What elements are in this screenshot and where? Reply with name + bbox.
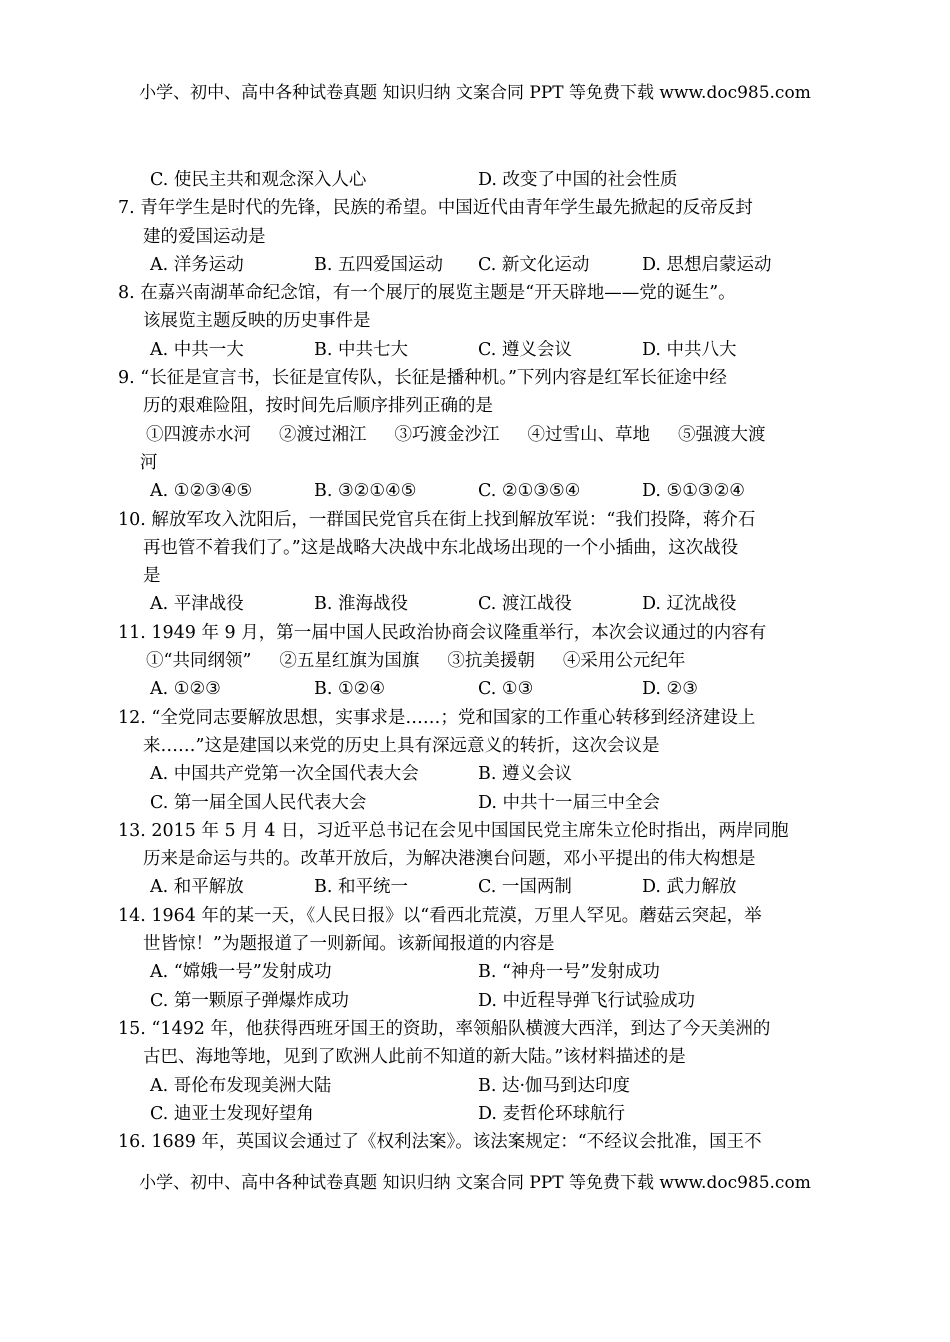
q9-stem-line-1: 9. “长征是宣言书，长征是宣传队，长征是播种机。”下列内容是红军长征途中经 [118,368,727,389]
q9-option-c: C. ②①③⑤④ [478,481,581,502]
q7-options [118,251,838,279]
q13-option-c: C. 一国两制 [478,877,572,898]
q15-stem-line-2: 古巴、海地等地，见到了欧洲人此前不知道的新大陆。”该材料描述的是 [143,1047,686,1068]
q6-option-c: C. 使民主共和观念深入人心 [150,170,367,190]
q11-option-b: B. ①②④ [314,679,386,700]
q10-option-b: B. 淮海战役 [314,594,408,615]
q11-option-c: C. ①③ [478,679,534,700]
q8-stem-line-1: 8. 在嘉兴南湖革命纪念馆，有一个展厅的展览主题是“开天辟地——党的诞生”。 [118,283,736,304]
q10-options [118,590,838,618]
q11-statement-1: ①“共同纲领” [146,651,252,672]
q15-options-row-1 [118,1072,838,1100]
q9-statement-1: ①四渡赤水河 [146,424,251,445]
q14-stem-line-1: 14. 1964 年的某一天，《人民日报》以“看西北荒漠，万里人罕见。蘑菇云突起，举 [118,905,762,926]
q12-option-b: B. 遵义会议 [478,764,572,785]
q11-statement-2: ②五星红旗为国旗 [279,651,420,672]
q8-option-d: D. 中共八大 [642,339,737,360]
q10-option-a: A. 平津战役 [150,594,244,615]
q7-option-b: B. 五四爱国运动 [314,254,443,275]
q9-stem-line-2: 历的艰难险阻，按时间先后顺序排列正确的是 [143,396,493,417]
q9-option-b: B. ③②①④⑤ [314,481,417,502]
q12-stem-line-2: 来……”这是建国以来党的历史上具有深远意义的转折，这次会议是 [143,735,660,756]
q9-statement-wrap: 河 [140,452,158,473]
q11-statement-4: ④采用公元纪年 [562,651,686,672]
q15-option-d: D. 麦哲伦环球航行 [478,1103,626,1124]
q9-options [118,477,838,505]
q13-option-b: B. 和平统一 [314,877,408,898]
q6-option-d: D. 改变了中国的社会性质 [478,170,678,190]
q11-stem-line-1: 11. 1949 年 9 月，第一届中国人民政治协商会议隆重举行，本次会议通过的内容有 [118,622,767,643]
q10-stem-line-1: 10. 解放军攻入沈阳后，一群国民党官兵在街上找到解放军说：“我们投降，蒋介石 [118,509,756,530]
q13-options [118,873,838,901]
q14-stem-line-2: 世皆惊！”为题报道了一则新闻。该新闻报道的内容是 [143,934,555,955]
q11-options [118,675,838,703]
q9-option-a: A. ①②③④⑤ [150,481,253,502]
page-footer: 小学、初中、高中各种试卷真题 知识归纳 文案合同 PPT 等免费下载 www.doc985.com [139,1173,811,1193]
q14-option-b: B. “神舟一号”发射成功 [478,962,660,983]
q9-statements [118,421,838,449]
q11-option-a: A. ①②③ [150,679,221,700]
q8-options [118,336,838,364]
q13-option-a: A. 和平解放 [150,877,244,898]
q8-option-b: B. 中共七大 [314,339,408,360]
q16-stem-line-1: 16. 1689 年，英国议会通过了《权利法案》。该法案规定：“不经议会批准，国王不 [118,1132,762,1153]
q10-option-c: C. 渡江战役 [478,594,572,615]
q10-option-d: D. 辽沈战役 [642,594,737,615]
q6-options [118,166,838,194]
q7-option-a: A. 洋务运动 [150,254,244,275]
q7-option-d: D. 思想启蒙运动 [642,254,772,275]
q15-option-a: A. 哥伦布发现美洲大陆 [150,1075,332,1096]
q12-options-row-1 [118,760,838,788]
q7-stem-line-2: 建的爱国运动是 [143,226,266,247]
q15-options-row-2 [118,1100,838,1128]
q15-option-c: C. 迪亚士发现好望角 [150,1103,314,1124]
q7-stem-line-1: 7. 青年学生是时代的先锋，民族的希望。中国近代由青年学生最先掀起的反帝反封 [118,198,753,219]
q12-option-a: A. 中国共产党第一次全国代表大会 [150,764,419,785]
q14-options-row-1 [118,958,838,986]
q9-statement-5: ⑤强渡大渡 [678,424,766,445]
q7-option-c: C. 新文化运动 [478,254,590,275]
q11-statements [118,647,838,675]
q8-stem-line-2: 该展览主题反映的历史事件是 [143,311,371,332]
q12-options-row-2 [118,789,838,817]
q10-stem-line-2: 再也管不着我们了。”这是战略大决战中东北战场出现的一个小插曲，这次战役 [143,537,739,558]
q8-option-c: C. 遵义会议 [478,339,572,360]
q13-stem-line-2: 历来是命运与共的。改革开放后，为解决港澳台问题，邓小平提出的伟大构想是 [143,849,756,870]
q10-stem-line-3: 是 [143,566,161,587]
q12-option-c: C. 第一届全国人民代表大会 [150,792,367,813]
q14-option-c: C. 第一颗原子弹爆炸成功 [150,990,349,1011]
q11-statement-3: ③抗美援朝 [447,651,535,672]
q14-option-a: A. “嫦娥一号”发射成功 [150,962,332,983]
q8-option-a: A. 中共一大 [150,339,244,360]
q9-option-d: D. ⑤①③②④ [642,481,745,502]
page-header: 小学、初中、高中各种试卷真题 知识归纳 文案合同 PPT 等免费下载 www.doc985.com [139,83,811,103]
q11-option-d: D. ②③ [642,679,698,700]
q14-options-row-2 [118,987,838,1015]
q12-stem-line-1: 12. “全党同志要解放思想，实事求是……；党和国家的工作重心转移到经济建设上 [118,707,756,728]
question-list [118,166,838,1156]
q15-option-b: B. 达·伽马到达印度 [478,1075,631,1096]
q13-stem-line-1: 13. 2015 年 5 月 4 日，习近平总书记在会见中国国民党主席朱立伦时指出，两岸同胞 [118,820,789,841]
q12-option-d: D. 中共十一届三中全会 [478,792,661,813]
q14-option-d: D. 中近程导弹飞行试验成功 [478,990,696,1011]
q9-statement-3: ③巧渡金沙江 [394,424,500,445]
q15-stem-line-1: 15. “1492 年，他获得西班牙国王的资助，率领船队横渡大西洋，到达了今天美洲的 [118,1018,771,1039]
q9-statement-2: ②渡过湘江 [279,424,367,445]
q9-statement-4: ④过雪山、草地 [527,424,650,445]
q13-option-d: D. 武力解放 [642,877,737,898]
